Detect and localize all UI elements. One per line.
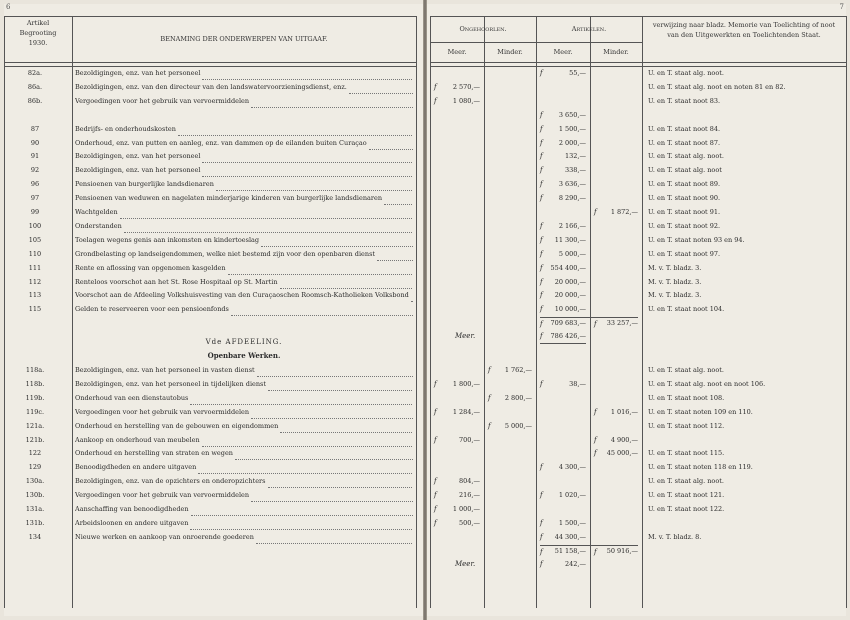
row-description-text: Nieuwe werken en aankoop van onroerende goederen xyxy=(75,532,254,541)
reference-note: U. en T. staat noot 84. xyxy=(648,124,721,133)
row-description xyxy=(75,378,413,391)
subtotal-minder: 50 916,— xyxy=(606,546,638,555)
reference-note: U. en T. staat alg. noot xyxy=(648,166,722,175)
florin-sign: f xyxy=(540,305,543,314)
amount-c3: 5 000,— xyxy=(558,249,586,258)
amount-c3: 338,— xyxy=(565,166,586,175)
leader-dots xyxy=(120,209,413,219)
leader-dots xyxy=(280,423,413,433)
amount-c1: 700,— xyxy=(459,435,480,444)
row-description xyxy=(75,137,413,150)
florin-sign: f xyxy=(434,518,437,527)
florin-sign: f xyxy=(540,291,543,300)
row-description xyxy=(75,178,413,191)
florin-sign: f xyxy=(434,82,437,91)
row-description-text: Arbeidsloonen en andere uitgaven xyxy=(75,518,189,527)
reference-note: U. en T. staat noten 118 en 119. xyxy=(648,463,753,472)
row-description-text: Bezoldigingen, enz. van de opzichters en onderopzichters xyxy=(75,477,266,486)
florin-sign: f xyxy=(434,435,437,444)
amount-c1: 1 800,— xyxy=(452,379,480,388)
table-row xyxy=(0,234,850,247)
table-row xyxy=(0,461,850,474)
florin-sign: f xyxy=(540,180,543,189)
leader-dots xyxy=(191,506,413,516)
leader-dots xyxy=(411,292,413,302)
row-description-text: Onderstanden xyxy=(75,221,122,230)
reference-note: U. en T. staat alg. noot en noten 81 en 82. xyxy=(648,82,786,91)
amount-c3: 20 000,— xyxy=(554,291,586,300)
row-description xyxy=(75,303,413,316)
florin-sign: f xyxy=(434,407,437,416)
row-description-text: Vergoedingen voor het gebruik van vervoermiddelen xyxy=(75,407,250,416)
florin-sign: f xyxy=(540,379,543,388)
header-meer: Meer. xyxy=(447,48,467,56)
row-code: 113 xyxy=(28,291,42,300)
row-description xyxy=(75,420,413,433)
florin-sign: f xyxy=(540,547,543,556)
row-description-text: Onderhoud van een dienstautobus xyxy=(75,393,189,402)
row-description-text: Bedrijfs- en onderhoudskosten xyxy=(75,124,176,133)
row-code: 86a. xyxy=(27,82,43,91)
leader-dots xyxy=(251,409,413,419)
row-code: 99 xyxy=(30,208,40,216)
row-description-text: Pensioenen van weduwen en nagelaten minderjarige kinderen van burgerlijke landsdienaren xyxy=(75,194,383,203)
table-row xyxy=(0,517,850,530)
row-code: 118b. xyxy=(25,379,45,388)
reference-note: U. en T. staat noot 97. xyxy=(648,249,721,258)
florin-sign: f xyxy=(540,166,543,175)
row-description xyxy=(75,192,413,205)
table-row xyxy=(0,67,850,80)
row-description xyxy=(75,123,413,136)
leader-dots xyxy=(256,534,413,544)
florin-sign: f xyxy=(540,320,543,329)
row-code: 131b. xyxy=(25,518,45,527)
row-description-text: Pensioenen van burgerlijke landsdienaren xyxy=(75,180,214,189)
rule xyxy=(540,343,586,344)
row-code: 87 xyxy=(30,124,40,133)
amount-c4: 4 900,— xyxy=(610,435,638,444)
row-code: 112 xyxy=(28,277,42,286)
leader-dots xyxy=(377,251,413,261)
leader-dots xyxy=(369,140,413,150)
row-description xyxy=(75,67,413,80)
leader-dots xyxy=(202,153,413,163)
florin-sign: f xyxy=(540,110,543,119)
row-code: 130a. xyxy=(25,477,45,486)
reference-note: U. en T. staat alg. noot. xyxy=(648,366,724,374)
amount-c2: 2 800,— xyxy=(504,393,532,402)
row-code: 111 xyxy=(28,263,42,272)
florin-sign: f xyxy=(540,263,543,272)
row-code: 97 xyxy=(30,194,40,203)
rule xyxy=(4,16,416,17)
row-description xyxy=(75,531,413,544)
table-row xyxy=(0,475,850,488)
amount-c3: 554 400,— xyxy=(550,263,586,272)
reference-note: U. en T. staat noot 92. xyxy=(648,221,721,230)
row-code: 96 xyxy=(30,180,40,189)
rule xyxy=(430,16,846,17)
table-row xyxy=(0,489,850,502)
amount-c3: 10 000,— xyxy=(554,305,586,314)
leader-dots xyxy=(178,126,413,136)
table-row xyxy=(0,406,850,419)
row-description-text: Grondbelasting op landseigendommen, welke niet bestemd zijn voor den openbaren dienst xyxy=(75,249,376,258)
row-description xyxy=(75,164,413,177)
table-row xyxy=(0,95,850,108)
florin-sign: f xyxy=(434,477,437,486)
leader-dots xyxy=(257,367,413,377)
florin-sign: f xyxy=(540,491,543,500)
header-minder-2: Minder. xyxy=(603,48,629,56)
header-ongehoorlen: Ongehoorlen. xyxy=(459,25,507,33)
reference-note: U. en T. staat noot 91. xyxy=(648,208,721,216)
row-description xyxy=(75,364,413,377)
row-description xyxy=(75,517,413,530)
florin-sign: f xyxy=(594,547,597,556)
amount-c3: 3 636,— xyxy=(558,180,586,189)
row-description-text: Voorschot aan de Afdeeling Volkshuisvesting van den Curaçaoschen Roomsch-Katholieken Volksbond xyxy=(75,291,409,300)
florin-sign: f xyxy=(594,435,597,444)
leader-dots xyxy=(261,237,413,247)
florin-sign: f xyxy=(594,320,597,329)
amount-c1: 2 570,— xyxy=(452,82,480,91)
reference-note: M. v. T. bladz. 8. xyxy=(648,532,702,541)
meer-label: Meer. xyxy=(455,332,476,341)
reference-note: U. en T. staat noten 93 en 94. xyxy=(648,235,745,244)
row-description-text: Wachtgelden xyxy=(75,208,118,216)
reference-note: M. v. T. bladz. 3. xyxy=(648,277,702,286)
table-row xyxy=(0,164,850,177)
florin-sign: f xyxy=(540,152,543,161)
amount-c3: 3 650,— xyxy=(558,110,586,119)
florin-sign: f xyxy=(540,194,543,203)
table-row xyxy=(0,192,850,205)
amount-c2: 5 000,— xyxy=(504,421,532,430)
row-code: 131a. xyxy=(25,505,45,513)
reference-note: U. en T. staat alg. noot. xyxy=(648,152,724,161)
florin-sign: f xyxy=(540,221,543,230)
table-row xyxy=(0,276,850,289)
leader-dots xyxy=(190,395,413,405)
leader-dots xyxy=(202,70,413,80)
row-description-text: Toelagen wegens genis aan inkomsten en kindertoeslag xyxy=(75,235,260,244)
amount-c3: 1 500,— xyxy=(558,518,586,527)
row-code: 119c. xyxy=(25,407,45,416)
header-minder: Minder. xyxy=(497,48,523,56)
row-description xyxy=(75,150,413,163)
florin-sign: f xyxy=(540,518,543,527)
reference-note: U. en T. staat noot 87. xyxy=(648,138,721,147)
row-description xyxy=(75,81,413,94)
table-row xyxy=(0,434,850,447)
table-row xyxy=(0,531,850,544)
table-row xyxy=(0,303,850,316)
leader-dots xyxy=(268,381,413,391)
leader-dots xyxy=(231,306,413,316)
amount-c3: 1 020,— xyxy=(558,491,586,500)
table-row xyxy=(0,420,850,433)
row-code: 122 xyxy=(28,449,42,458)
row-code: 121a. xyxy=(25,421,45,430)
rule xyxy=(4,62,416,63)
row-description xyxy=(75,406,413,419)
leader-dots xyxy=(124,223,413,233)
reference-note: U. en T. staat noot 108. xyxy=(648,393,725,402)
net-meer: 786 426,— xyxy=(550,332,586,341)
table-row xyxy=(0,503,850,516)
row-description-text: Aankoop en onderhoud van meubelen xyxy=(75,435,200,444)
leader-dots xyxy=(235,450,413,460)
row-description-text: Vergoedingen voor het gebruik van vervoermiddelen xyxy=(75,96,250,105)
florin-sign: f xyxy=(594,449,597,458)
leader-dots xyxy=(251,98,413,108)
reference-note: U. en T. staat alg. noot. xyxy=(648,477,724,486)
leader-dots xyxy=(384,195,413,205)
leader-dots xyxy=(251,492,413,502)
row-description xyxy=(75,234,413,247)
row-description-text: Benoodigdheden en andere uitgaven xyxy=(75,463,197,472)
section-subtitle: Openbare Werken. xyxy=(207,351,281,360)
florin-sign: f xyxy=(434,96,437,105)
florin-sign: f xyxy=(434,379,437,388)
page-number-left: 6 xyxy=(6,3,11,11)
leader-dots xyxy=(268,478,414,488)
florin-sign: f xyxy=(540,235,543,244)
row-description-text: Gelden te reserveeren voor een pensioenfonds xyxy=(75,305,229,314)
row-code: 82a. xyxy=(27,69,43,77)
florin-sign: f xyxy=(488,421,491,430)
row-description-text: Onderhoud, enz. van putten en aanleg, enz. van dammen op de eilanden buiten Curaçao xyxy=(75,138,367,147)
leader-dots xyxy=(198,464,413,474)
header-begrooting-label: Begrooting xyxy=(19,29,57,37)
table-row xyxy=(0,220,850,233)
florin-sign: f xyxy=(540,332,543,341)
reference-note: U. en T. staat noot 122. xyxy=(648,505,725,513)
table-row xyxy=(0,289,850,302)
florin-sign: f xyxy=(540,249,543,258)
row-description-text: Bezoldigingen, enz. van den directeur van den landswatervoorzieningsdienst, enz. xyxy=(75,82,347,91)
table-row xyxy=(0,123,850,136)
reference-note: U. en T. staat noot 104. xyxy=(648,305,725,314)
amount-c3: 44 300,— xyxy=(554,532,586,541)
row-description-text: Onderhoud en herstelling van straten en wegen xyxy=(75,449,233,458)
meer-label: Meer. xyxy=(455,559,476,568)
amount-c1: 1 284,— xyxy=(452,407,480,416)
reference-note: M. v. T. bladz. 3. xyxy=(648,263,702,272)
row-description-text: Bezoldigingen, enz. van het personeel xyxy=(75,166,201,175)
header-year-label: 1930. xyxy=(28,39,48,47)
row-description xyxy=(75,248,413,261)
row-description-text: Aanschaffing van benoodigdheden xyxy=(75,505,189,513)
reference-note: U. en T. staat noot 121. xyxy=(648,491,725,500)
florin-sign: f xyxy=(488,366,491,374)
florin-sign: f xyxy=(540,69,543,77)
leader-dots xyxy=(190,520,413,530)
row-code: 121b. xyxy=(25,435,45,444)
table-row xyxy=(0,392,850,405)
florin-sign: f xyxy=(540,277,543,286)
table-row xyxy=(0,447,850,460)
row-description xyxy=(75,262,413,275)
amount-c4: 1 872,— xyxy=(610,208,638,216)
leader-dots xyxy=(349,84,413,94)
amount-c1: 804,— xyxy=(459,477,480,486)
amount-c4: 45 000,— xyxy=(606,449,638,458)
amount-c4: 1 016,— xyxy=(610,407,638,416)
table-row xyxy=(0,262,850,275)
table-row xyxy=(0,178,850,191)
reference-note: U. en T. staat noten 109 en 110. xyxy=(648,407,753,416)
row-code: 130b. xyxy=(25,491,45,500)
leader-dots xyxy=(280,279,413,289)
row-description xyxy=(75,503,413,516)
table-row xyxy=(0,364,850,377)
amount-c3: 132,— xyxy=(565,152,586,161)
leader-dots xyxy=(216,181,413,191)
row-description-text: Bezoldigingen, enz. van het personeel xyxy=(75,152,201,161)
row-code: 90 xyxy=(30,138,40,147)
leader-dots xyxy=(202,167,413,177)
row-description xyxy=(75,489,413,502)
row-code: 115 xyxy=(28,305,42,314)
subtotal-meer: 709 683,— xyxy=(550,319,586,328)
reference-note: M. v. T. bladz. 3. xyxy=(648,291,702,300)
florin-sign: f xyxy=(594,407,597,416)
row-description xyxy=(75,276,413,289)
row-description-text: Bezoldigingen, enz. van het personeel in tijdelijken dienst xyxy=(75,379,266,388)
row-description-text: Vergoedingen voor het gebruik van vervoermiddelen xyxy=(75,491,250,500)
row-code: 100 xyxy=(28,221,42,230)
florin-sign: f xyxy=(594,208,597,216)
amount-c3: 4 300,— xyxy=(558,463,586,472)
row-code: 119b. xyxy=(25,393,45,402)
row-description xyxy=(75,434,413,447)
row-description-text: Bezoldigingen, enz. van het personeel in vasten dienst xyxy=(75,366,255,374)
amount-c2: 1 762,— xyxy=(504,366,532,374)
table-row xyxy=(0,81,850,94)
row-code: 129 xyxy=(28,463,42,472)
reference-note: U. en T. staat noot 115. xyxy=(648,449,725,458)
subtotal-minder: 33 257,— xyxy=(606,319,638,328)
amount-c3: 11 300,— xyxy=(554,235,586,244)
header-verwijzing: verwijzing naar bladz. Memorie van Toelichting of noot van den Uitgewerkten en Toelichtenden Staat. xyxy=(652,21,836,39)
reference-note: U. en T. staat alg. noot. xyxy=(648,69,724,77)
amount-c1: 1 080,— xyxy=(452,96,480,105)
reference-note: U. en T. staat noot 112. xyxy=(648,421,725,430)
row-description-text: Renteloos voorschot aan het St. Rose Hospitaal op St. Martin xyxy=(75,277,278,286)
row-description xyxy=(75,220,413,233)
florin-sign: f xyxy=(434,505,437,513)
subtotal-meer: 51 158,— xyxy=(554,546,586,555)
amount-c3: 38,— xyxy=(569,379,586,388)
row-description xyxy=(75,289,413,302)
florin-sign: f xyxy=(488,393,491,402)
leader-dots xyxy=(228,265,413,275)
reference-note: U. en T. staat noot 89. xyxy=(648,180,721,189)
row-code: 92 xyxy=(30,166,40,175)
rule xyxy=(430,42,642,43)
net-meer: 242,— xyxy=(565,559,586,568)
table-row xyxy=(0,378,850,391)
florin-sign: f xyxy=(540,559,543,568)
leader-dots xyxy=(202,437,413,447)
florin-sign: f xyxy=(434,491,437,500)
table-row xyxy=(0,137,850,150)
amount-c1: 216,— xyxy=(459,491,480,500)
amount-c1: 1 000,— xyxy=(452,505,480,513)
row-description xyxy=(75,447,413,460)
amount-c3: 8 290,— xyxy=(558,194,586,203)
section-title: Vde AFDEELING. xyxy=(205,338,283,346)
table-row xyxy=(0,150,850,163)
row-code: 110 xyxy=(28,249,42,258)
amount-c3: 1 500,— xyxy=(558,124,586,133)
amount-c3: 2 166,— xyxy=(558,221,586,230)
row-description xyxy=(75,95,413,108)
reference-note: U. en T. staat noot 83. xyxy=(648,96,721,105)
amount-c3: 55,— xyxy=(569,69,586,77)
table-row xyxy=(0,206,850,219)
page-number-right: 7 xyxy=(839,3,844,11)
header-meer-2: Meer. xyxy=(553,48,573,56)
row-code: 91 xyxy=(30,152,40,161)
reference-note: U. en T. staat alg. noot en noot 106. xyxy=(648,379,766,388)
florin-sign: f xyxy=(540,138,543,147)
header-benaming: BENAMING DER ONDERWERPEN VAN UITGAAF. xyxy=(160,35,328,43)
row-description-text: Rente en aflossing van opgenomen kasgelden xyxy=(75,263,226,272)
row-code: 86b. xyxy=(27,96,43,105)
row-description xyxy=(75,475,413,488)
amount-c1: 500,— xyxy=(459,518,480,527)
table-row xyxy=(0,109,850,122)
florin-sign: f xyxy=(540,463,543,472)
row-code: 134 xyxy=(28,532,42,541)
row-description xyxy=(75,392,413,405)
rule xyxy=(430,62,846,63)
row-description xyxy=(75,206,413,219)
florin-sign: f xyxy=(540,532,543,541)
header-artikel-label: Artikel xyxy=(26,19,50,27)
row-code: 118a. xyxy=(25,366,45,374)
amount-c3: 2 000,— xyxy=(558,138,586,147)
row-description-text: Onderhoud en herstelling van de gebouwen en eigendommen xyxy=(75,421,279,430)
header-artikelen: Artikelen. xyxy=(571,25,607,33)
reference-note: U. en T. staat noot 90. xyxy=(648,194,721,203)
amount-c3: 20 000,— xyxy=(554,277,586,286)
header-artikel xyxy=(4,18,72,48)
row-description-text: Bezoldigingen, enz. van het personeel xyxy=(75,69,201,77)
row-code: 105 xyxy=(28,235,42,244)
row-description xyxy=(75,461,413,474)
florin-sign: f xyxy=(540,124,543,133)
table-row xyxy=(0,248,850,261)
